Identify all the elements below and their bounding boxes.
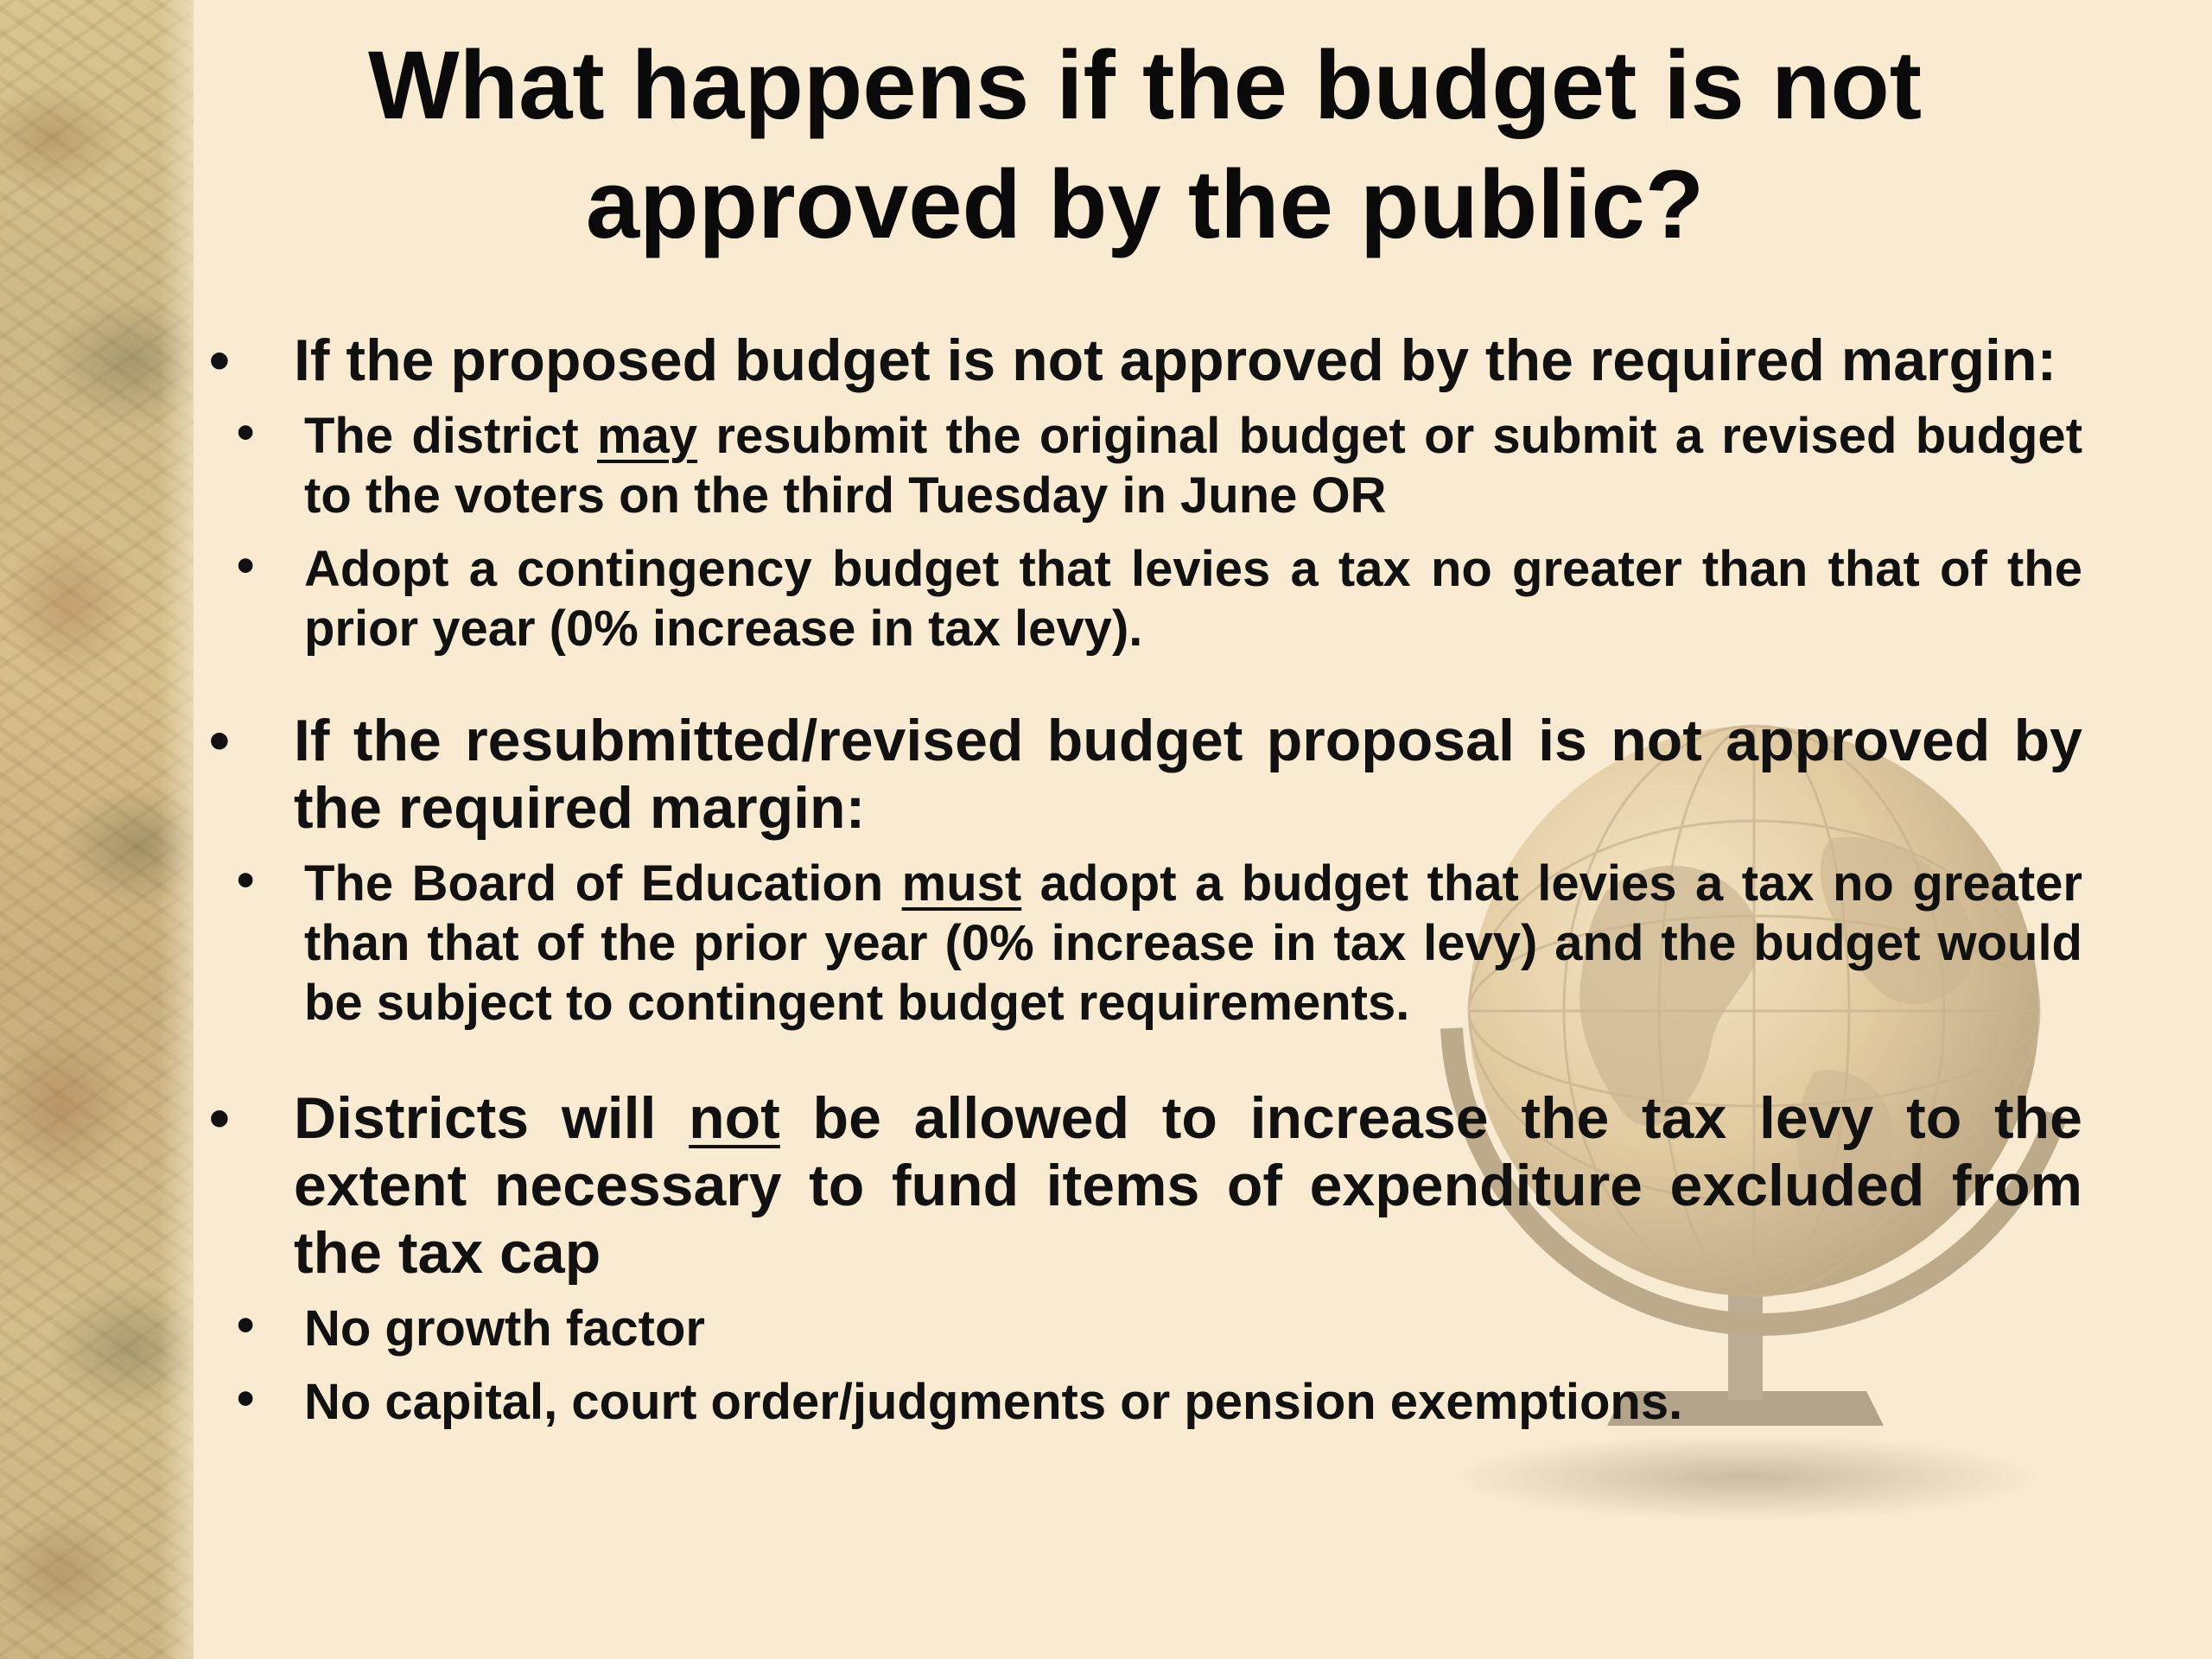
bullet-icon: • [209, 708, 230, 773]
sub-bullet-list-3 [207, 1299, 2082, 1432]
sub-bullet-1-2: • Adopt a contingency budget that levies a tax no greater than that of the prior year (0% increase in tax levy). [237, 537, 2082, 657]
bullet-point-3: • Districts will not be allowed to increase the tax levy to the extent necessary to fund items of expenditure excluded from the tax cap [209, 1085, 2082, 1286]
bullet-icon: • [237, 404, 255, 461]
emphasis-underline: must [901, 855, 1022, 912]
bullet-icon: • [209, 1085, 230, 1151]
sub-bullet-1-1: • The district may resubmit the original budget or submit a revised budget to the voters on the third Tuesday in June OR [237, 404, 2083, 524]
bullet-point-2: • If the resubmitted/revised budget proposal is not approved by the required margin: [209, 708, 2082, 841]
slide-title: What happens if the budget is not approved by the public? [367, 31, 1923, 258]
sub-bullet-3-2: • No capital, court order/judgments or pension exemptions. [237, 1370, 1683, 1430]
sub-bullet-3-1: • No growth factor [237, 1297, 705, 1357]
world-map-strip [0, 0, 194, 1659]
bullet-point-1: • If the proposed budget is not approved by the required margin: [209, 327, 2057, 393]
bullet-icon: • [237, 852, 255, 908]
bullet-icon: • [209, 327, 230, 393]
sub-bullet-list-2 [207, 854, 2082, 1033]
sub-bullet-2-1: • The Board of Education must adopt a budget that levies a tax no greater than that of the prior year (0% increase in tax levy) and the budget would be subject to contingent budget requirements. [237, 852, 2082, 1031]
emphasis-underline: may [597, 408, 698, 464]
bullet-icon: • [237, 1297, 255, 1353]
bullet-icon: • [237, 537, 255, 594]
sub-bullet-list-1 [207, 406, 2082, 658]
bullet-list [207, 327, 2082, 1446]
bullet-icon: • [237, 1370, 255, 1427]
emphasis-underline: not [689, 1085, 780, 1151]
